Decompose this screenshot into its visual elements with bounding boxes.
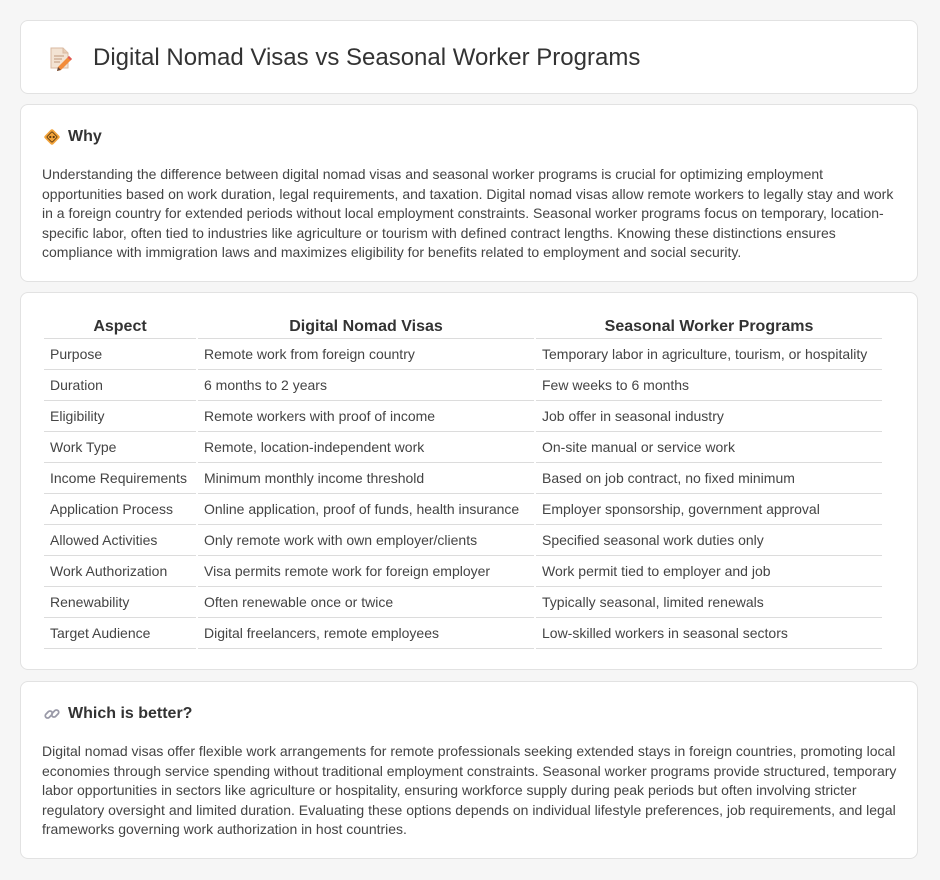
row-aspect: Eligibility — [44, 401, 196, 432]
header-aspect: Aspect — [44, 315, 196, 339]
table-row — [44, 618, 882, 649]
table-header-row — [44, 315, 882, 339]
row-seasonal-worker: Based on job contract, no fixed minimum — [536, 463, 882, 494]
row-aspect: Target Audience — [44, 618, 196, 649]
table-row — [44, 339, 882, 370]
row-digital-nomad: Online application, proof of funds, health insurance — [198, 494, 534, 525]
table-row — [44, 463, 882, 494]
row-aspect: Work Authorization — [44, 556, 196, 587]
row-seasonal-worker: Work permit tied to employer and job — [536, 556, 882, 587]
table-row — [44, 556, 882, 587]
table-row — [44, 494, 882, 525]
better-heading-row — [43, 704, 192, 724]
row-seasonal-worker: Specified seasonal work duties only — [536, 525, 882, 556]
row-digital-nomad: Often renewable once or twice — [198, 587, 534, 618]
diamond-sign-icon — [43, 128, 61, 146]
page-title: Digital Nomad Visas vs Seasonal Worker Programs — [93, 44, 641, 71]
row-aspect: Allowed Activities — [44, 525, 196, 556]
table-row — [44, 401, 882, 432]
why-heading-row — [43, 127, 102, 147]
row-aspect: Renewability — [44, 587, 196, 618]
row-digital-nomad: 6 months to 2 years — [198, 370, 534, 401]
row-digital-nomad: Only remote work with own employer/clients — [198, 525, 534, 556]
header-digital-nomad: Digital Nomad Visas — [198, 315, 534, 339]
title-row — [47, 43, 640, 73]
table-row — [44, 370, 882, 401]
row-seasonal-worker: Typically seasonal, limited renewals — [536, 587, 882, 618]
row-aspect: Purpose — [44, 339, 196, 370]
comparison-table — [42, 315, 884, 649]
table-row — [44, 587, 882, 618]
better-heading: Which is better? — [68, 705, 193, 722]
why-card — [20, 104, 918, 282]
row-digital-nomad: Remote workers with proof of income — [198, 401, 534, 432]
table-row — [44, 432, 882, 463]
row-seasonal-worker: Temporary labor in agriculture, tourism, or hospitality — [536, 339, 882, 370]
row-seasonal-worker: Job offer in seasonal industry — [536, 401, 882, 432]
row-seasonal-worker: Employer sponsorship, government approval — [536, 494, 882, 525]
better-body: Digital nomad visas offer flexible work arrangements for remote professionals seeking extended stays in foreign countries, promoting local economies through service spending without traditional employment constraints. Seasonal worker programs provide structured, temporary labor opportunities in sectors like agriculture or hospitality, ensuring workforce supply during peak periods but often involving stricter regulatory oversight and limited duration. Evaluating these options depends on individual lifestyle preferences, job requirements, and legal frameworks governing work authorization in host countries. — [42, 743, 897, 837]
header-seasonal-worker: Seasonal Worker Programs — [536, 315, 882, 339]
row-digital-nomad: Digital freelancers, remote employees — [198, 618, 534, 649]
row-seasonal-worker: On-site manual or service work — [536, 432, 882, 463]
row-seasonal-worker: Low-skilled workers in seasonal sectors — [536, 618, 882, 649]
which-is-better-card — [20, 681, 918, 859]
why-heading: Why — [68, 128, 102, 145]
row-digital-nomad: Visa permits remote work for foreign employer — [198, 556, 534, 587]
link-icon — [43, 705, 61, 723]
row-aspect: Work Type — [44, 432, 196, 463]
title-card — [20, 20, 918, 94]
why-body: Understanding the difference between digital nomad visas and seasonal worker programs is crucial for optimizing employment opportunities based on work duration, legal requirements, and taxation. Digital nomad visas allow remote workers to legally stay and work in a foreign country for extended periods without local employment constraints. Seasonal worker programs focus on temporary, location-specific labor, often tied to industries like agriculture or tourism with defined contract lengths. Knowing these distinctions ensures compliance with immigration laws and maximizes eligibility for benefits related to employment and social security. — [42, 166, 894, 260]
row-aspect: Application Process — [44, 494, 196, 525]
row-aspect: Income Requirements — [44, 463, 196, 494]
comparison-table-card — [20, 292, 918, 670]
row-digital-nomad: Remote, location-independent work — [198, 432, 534, 463]
row-digital-nomad: Remote work from foreign country — [198, 339, 534, 370]
row-digital-nomad: Minimum monthly income threshold — [198, 463, 534, 494]
row-aspect: Duration — [44, 370, 196, 401]
table-row — [44, 525, 882, 556]
row-seasonal-worker: Few weeks to 6 months — [536, 370, 882, 401]
document-pencil-icon — [47, 45, 73, 71]
